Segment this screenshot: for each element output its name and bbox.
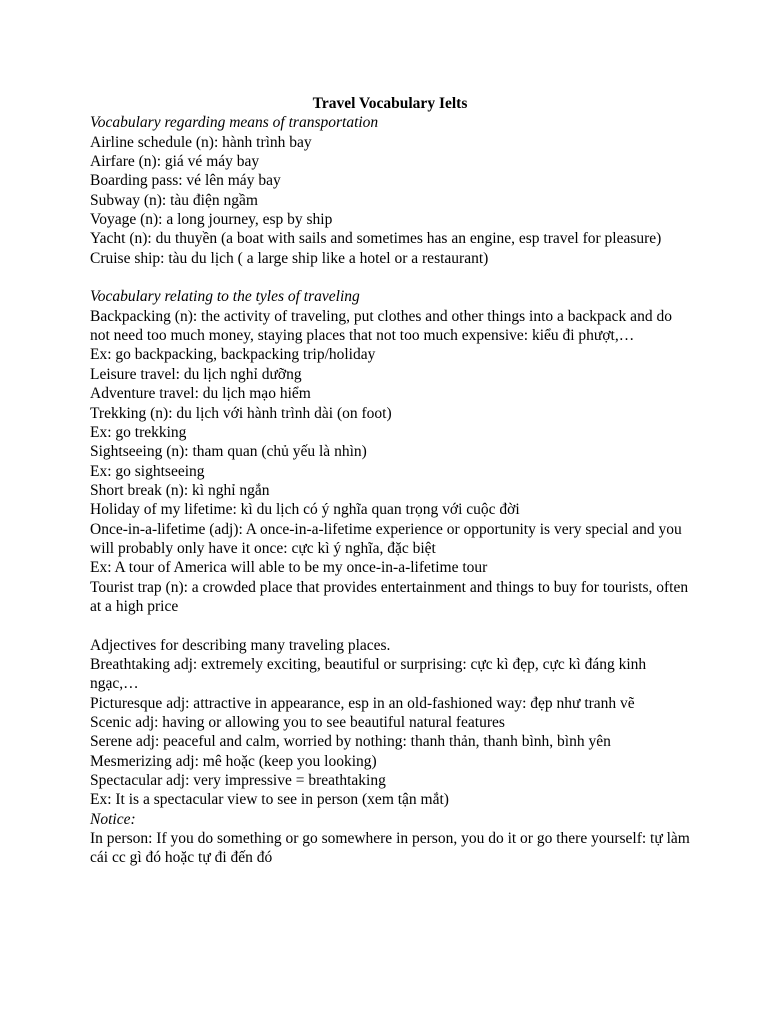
vocab-line: Spectacular adj: very impressive = breathtaking (90, 772, 386, 790)
vocab-line: Sightseeing (n): tham quan (chủ yếu là nhìn) (90, 443, 367, 461)
vocab-line: Cruise ship: tàu du lịch ( a large ship like a hotel or a restaurant) (90, 249, 489, 267)
section-heading-transportation: Vocabulary regarding means of transportation (90, 114, 379, 132)
vocab-line: Trekking (n): du lịch với hành trình dài (on foot) (90, 404, 392, 422)
vocab-line: Yacht (n): du thuyền (a boat with sails and sometimes has an engine, esp travel for pleasure) (90, 230, 662, 248)
document-page (90, 94, 690, 868)
spacer (90, 616, 690, 635)
vocab-line: Adventure travel: du lịch mạo hiểm (90, 385, 311, 403)
vocab-line: Serene adj: peaceful and calm, worried by nothing: thanh thản, thanh bình, bình yên (90, 733, 611, 751)
vocab-line: Ex: go trekking (90, 423, 187, 441)
vocab-line: Ex: It is a spectacular view to see in person (xem tận mắt) (90, 791, 449, 809)
vocab-line: Airfare (n): giá vé máy bay (90, 153, 260, 171)
vocab-line: Ex: go sightseeing (90, 462, 205, 480)
vocab-line: Leisure travel: du lịch nghỉ dưỡng (90, 365, 302, 383)
vocab-line: Backpacking (n): the activity of traveling, put clothes and other things into a backpack and do not need too much money, staying places that not too much expensive: kiểu đi phượt,… (90, 307, 672, 345)
page-title: Travel Vocabulary Ielts (312, 95, 468, 112)
notice-line: In person: If you do something or go somewhere in person, you do it or go there yourself: tự làm cái cc gì đó hoặc tự đi đến đó (90, 830, 690, 867)
notice-label: Notice: (90, 810, 136, 828)
vocab-line: Holiday of my lifetime: kì du lịch có ý nghĩa quan trọng với cuộc đời (90, 501, 520, 519)
vocab-line: Airline schedule (n): hành trình bay (90, 133, 312, 151)
spacer (90, 268, 690, 287)
vocab-line: Tourist trap (n): a crowded place that provides entertainment and things to buy for tourists, often at a high price (90, 578, 689, 615)
vocab-line: Short break (n): kì nghỉ ngắn (90, 481, 270, 499)
vocab-line: Subway (n): tàu điện ngầm (90, 191, 258, 209)
vocab-line: Scenic adj: having or allowing you to see beautiful natural features (90, 714, 505, 731)
vocab-line: Ex: go backpacking, backpacking trip/holiday (90, 346, 376, 364)
vocab-line: Ex: A tour of America will able to be my once-in-a-lifetime tour (90, 559, 488, 577)
vocab-line: Once-in-a-lifetime (adj): A once-in-a-lifetime experience or opportunity is very special and you will probably only have it once: cực kì ý nghĩa, đặc biệt (90, 520, 682, 557)
vocab-line: Voyage (n): a long journey, esp by ship (90, 211, 333, 229)
vocab-line: Breathtaking adj: extremely exciting, beautiful or surprising: cực kì đẹp, cực kì đáng kinh ngạc,… (90, 655, 647, 693)
section-heading-adjectives: Adjectives for describing many traveling places. (90, 636, 391, 654)
vocab-line: Boarding pass: vé lên máy bay (90, 172, 281, 190)
section-heading-styles: Vocabulary relating to the tyles of traveling (90, 288, 360, 306)
vocab-line: Picturesque adj: attractive in appearance, esp in an old-fashioned way: đẹp như tranh vẽ (90, 694, 635, 712)
vocab-line: Mesmerizing adj: mê hoặc (keep you looking) (90, 752, 377, 770)
